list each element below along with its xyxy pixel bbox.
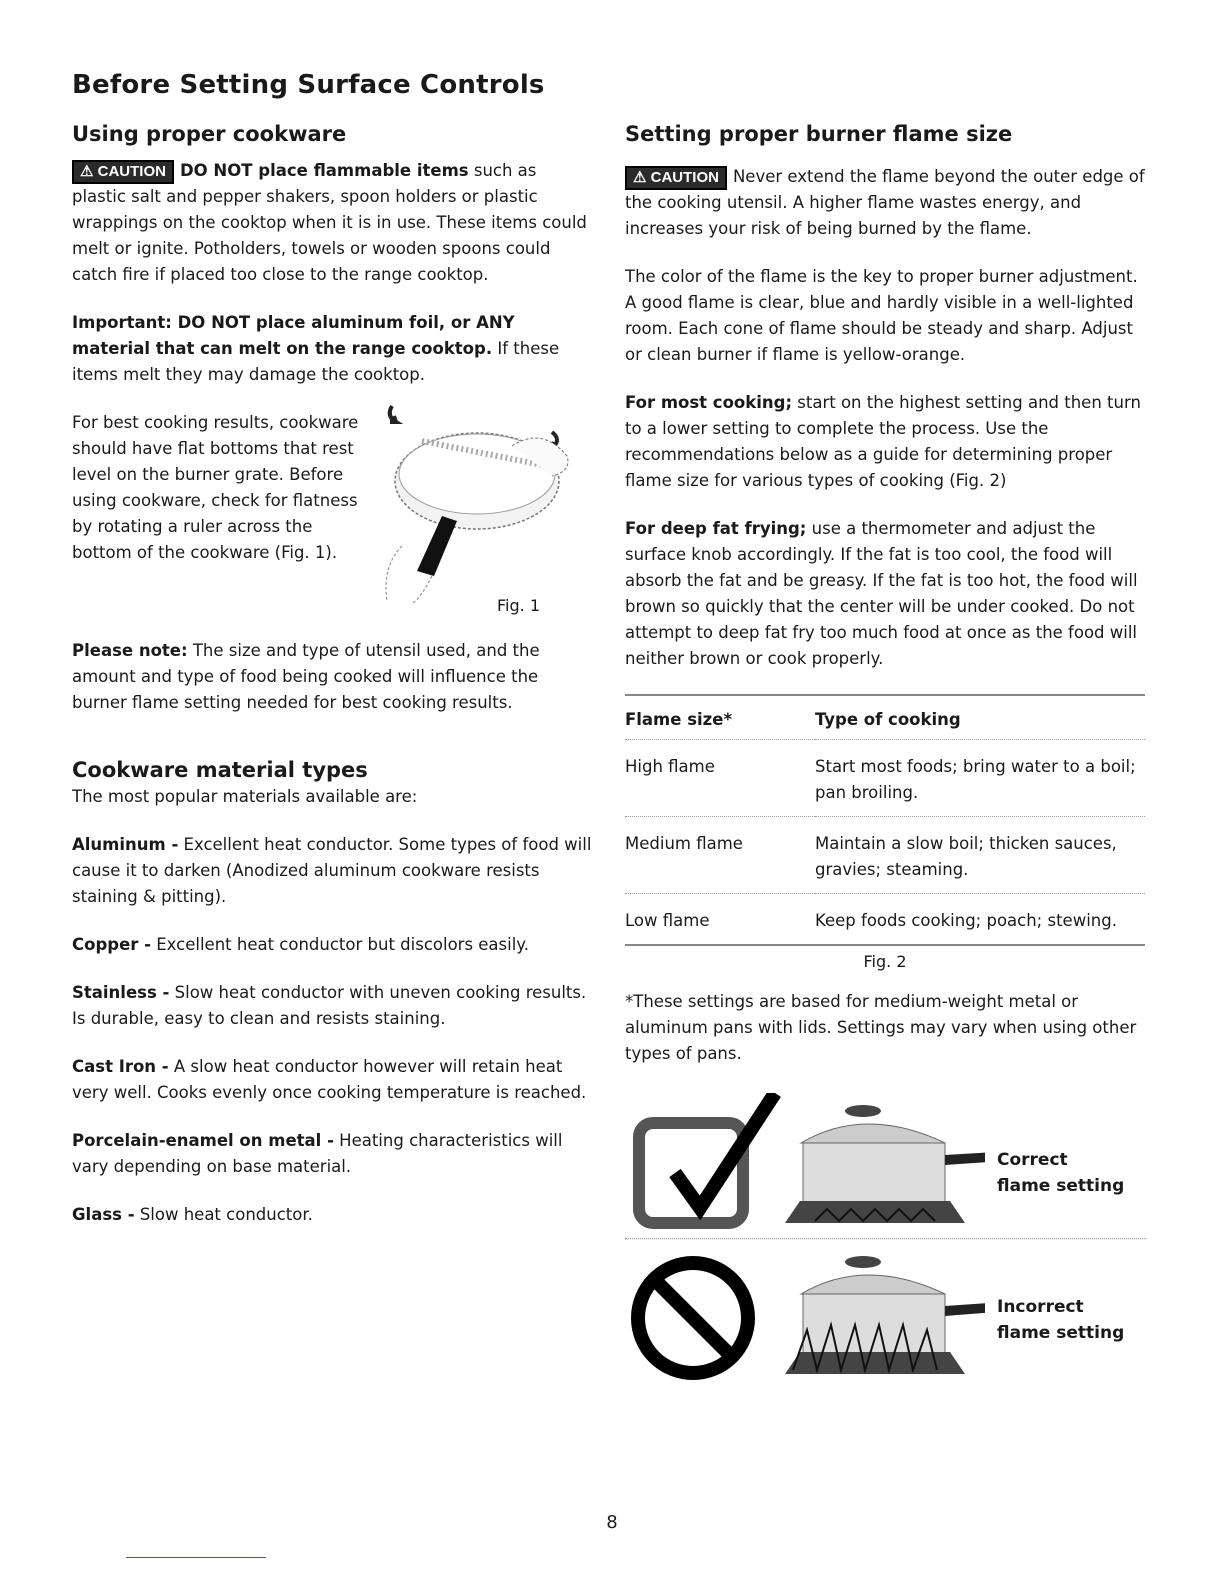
- incorrect-flame-illustration: [625, 1240, 985, 1385]
- table-cell: Low flame: [625, 894, 815, 946]
- note-text: The size and type of utensil used, and the amount and type of food being cooked will influence the burner flame setting needed for best cooking results.: [72, 641, 540, 712]
- note-paragraph: [72, 638, 592, 716]
- important-paragraph: [72, 310, 592, 388]
- most-bold: For most cooking;: [625, 393, 793, 412]
- footnote: *These settings are based for medium-weight metal or aluminum pans with lids. Settings may vary when using other types of pans.: [625, 992, 1137, 1063]
- correct-label-line: flame setting: [997, 1176, 1125, 1196]
- caution-label: CAUTION: [97, 163, 166, 180]
- incorrect-flame-figure: [625, 1240, 1145, 1385]
- material-name: Copper -: [72, 935, 151, 954]
- material-item: [72, 932, 592, 958]
- material-name: Stainless -: [72, 983, 170, 1002]
- material-item: [72, 1128, 592, 1180]
- caution-badge: ⚠ CAUTION: [625, 166, 727, 190]
- table-row: [625, 894, 1145, 946]
- table-row: [625, 740, 1145, 817]
- correct-label-line: Correct: [997, 1150, 1068, 1170]
- table-cell: Start most foods; bring water to a boil; pan broiling.: [815, 740, 1145, 817]
- most-cooking-paragraph: [625, 390, 1145, 494]
- flame-heading: Setting proper burner flame size: [625, 122, 1013, 146]
- flame-size-table: [625, 694, 1145, 946]
- flatness-paragraph: For best cooking results, cookware should have flat bottoms that rest level on the burner grate. Before using cookware, check for flatness by rotating a ruler across the bottom of the cookware (Fig. 1).: [72, 413, 359, 562]
- material-name: Porcelain-enamel on metal -: [72, 1131, 334, 1150]
- right-column: [625, 122, 1145, 1385]
- fig1-caption: Fig. 1: [497, 596, 540, 615]
- table-cell: Maintain a slow boil; thicken sauces, gravies; steaming.: [815, 817, 1145, 894]
- incorrect-label-line: Incorrect: [997, 1297, 1084, 1317]
- material-item: [72, 980, 592, 1032]
- material-desc: Slow heat conductor.: [134, 1205, 313, 1224]
- material-desc: Heating characteristics will vary depending on base material.: [72, 1131, 563, 1176]
- material-name: Cast Iron -: [72, 1057, 169, 1076]
- important-text: If these items melt they may damage the cooktop.: [72, 339, 560, 384]
- correct-flame-label: [997, 1147, 1124, 1199]
- important-bold: Important: DO NOT place aluminum foil, or ANY material that can melt on the range cooktop.: [72, 313, 515, 358]
- pan-flatness-illustration: [362, 396, 592, 606]
- material-desc: Excellent heat conductor but discolors easily.: [151, 935, 529, 954]
- material-item: [72, 1054, 592, 1106]
- material-desc: A slow heat conductor however will retain heat very well. Cooks evenly once cooking temperature is reached.: [72, 1057, 587, 1102]
- caution-text: such as plastic salt and pepper shakers, spoon holders or plastic wrappings on the cooktop when it is in use. These items could melt or ignite. Potholders, towels or wooden spoons could catch fire if placed too close to the range cooktop.: [72, 161, 587, 284]
- material-item: [72, 1202, 592, 1228]
- deep-text: use a thermometer and adjust the surface knob accordingly. If the fat is too cool, the food will absorb the fat and be greasy. If the fat is too hot, the food will brown so quickly that the center will be under cooked. Do not attempt to deep fat fry too much food at once as the food will neither brown or cook properly.: [625, 519, 1138, 668]
- table-header: Flame size*: [625, 695, 815, 740]
- material-desc: Slow heat conductor with uneven cooking results. Is durable, easy to clean and resists staining.: [72, 983, 587, 1028]
- page-title: Before Setting Surface Controls: [72, 70, 545, 100]
- caution-paragraph: [72, 158, 592, 288]
- caution-badge: ⚠ CAUTION: [72, 160, 174, 184]
- caution-label: CAUTION: [650, 169, 719, 186]
- fig1-block: [72, 410, 592, 620]
- material-item: [72, 832, 592, 910]
- fig2-caption: Fig. 2: [863, 952, 907, 971]
- table-cell: Medium flame: [625, 817, 815, 894]
- incorrect-label-line: flame setting: [997, 1323, 1125, 1343]
- table-header-row: [625, 695, 1145, 740]
- caution-bold: DO NOT place flammable items: [179, 161, 469, 180]
- correct-flame-illustration: [625, 1093, 985, 1238]
- deep-bold: For deep fat frying;: [625, 519, 807, 538]
- table-row: [625, 817, 1145, 894]
- table-cell: Keep foods cooking; poach; stewing.: [815, 894, 1145, 946]
- flame-caution-paragraph: [625, 164, 1145, 242]
- material-name: Aluminum -: [72, 835, 179, 854]
- note-bold: Please note:: [72, 641, 188, 660]
- incorrect-flame-label: [997, 1294, 1124, 1346]
- left-column: [72, 122, 592, 1250]
- materials-heading: Cookware material types: [72, 758, 368, 782]
- footer-line: [126, 1557, 266, 1558]
- correct-flame-figure: [625, 1093, 1145, 1238]
- cookware-heading: Using proper cookware: [72, 122, 347, 146]
- table-cell: High flame: [625, 740, 815, 817]
- table-header: Type of cooking: [815, 695, 1145, 740]
- flame-color-paragraph: The color of the flame is the key to proper burner adjustment. A good flame is clear, blue and hardly visible in a well-lighted room. Each cone of flame should be steady and sharp. Adjust or clean burner if flame is yellow-orange.: [625, 267, 1138, 364]
- most-text: start on the highest setting and then turn to a lower setting to complete the process. Use the recommendations below as a guide for determining proper flame size for various types of cooking (Fig. 2): [625, 393, 1141, 490]
- material-desc: Excellent heat conductor. Some types of food will cause it to darken (Anodized aluminum cookware resists staining & pitting).: [72, 835, 592, 906]
- deep-fry-paragraph: [625, 516, 1145, 672]
- materials-intro: The most popular materials available are:: [72, 787, 418, 806]
- page-number: 8: [606, 1512, 618, 1533]
- flame-caution-text: Never extend the flame beyond the outer edge of the cooking utensil. A higher flame wastes energy, and increases your risk of being burned by the flame.: [625, 167, 1145, 238]
- material-name: Glass -: [72, 1205, 135, 1224]
